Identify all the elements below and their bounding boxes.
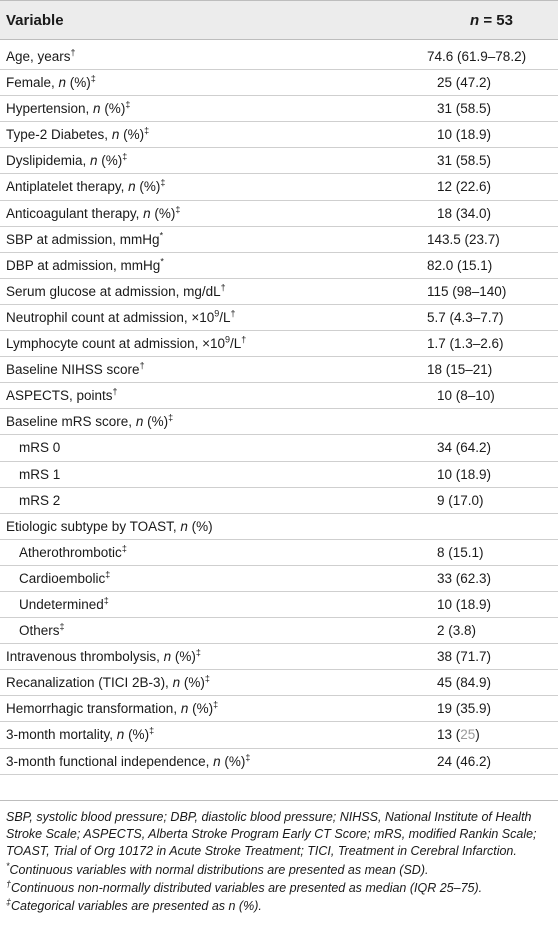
- table-row: [0, 435, 558, 461]
- row-label-pct: (%): [171, 649, 196, 665]
- row-label: [6, 336, 246, 351]
- row-label-mark: ‡: [213, 699, 219, 710]
- row-label: [19, 597, 109, 612]
- row-value: 19 (35.9): [437, 701, 492, 717]
- row-label-unit: /L: [230, 336, 242, 352]
- row-label-n: n: [213, 753, 221, 769]
- row-label-text: ASPECTS, points: [6, 388, 113, 404]
- header-variable: Variable: [6, 12, 64, 29]
- table-footnotes: [0, 800, 558, 916]
- row-label-text: DBP at admission, mmHg: [6, 257, 161, 273]
- row-label-mark: ‡: [103, 595, 109, 606]
- row-label-mark: †: [230, 308, 236, 319]
- row-label-text: Recanalization (TICI 2B-3),: [6, 675, 173, 691]
- table-row: [0, 462, 558, 488]
- row-label-pct: (%): [150, 205, 176, 221]
- row-label-pct: (%): [100, 101, 126, 117]
- row-value: 25 (47.2): [437, 75, 492, 91]
- footnote-dagger-text: Continuous non-normally distributed variables are presented as median (IQR 25–75).: [11, 880, 483, 895]
- table-row: [0, 331, 558, 357]
- table-row: [0, 566, 558, 592]
- table-row: [0, 722, 558, 748]
- row-label-mark: ‡: [149, 725, 155, 736]
- row-label: [6, 388, 118, 403]
- row-value: 9 (17.0): [437, 492, 484, 508]
- row-label-mark: †: [241, 334, 247, 345]
- row-value: 10 (8–10): [437, 388, 495, 404]
- row-label-text: Others: [19, 623, 60, 639]
- row-label: [6, 519, 213, 534]
- row-label-text: Etiologic subtype by TOAST,: [6, 518, 181, 534]
- row-label-pct: (%): [135, 179, 161, 195]
- table-row: [0, 201, 558, 227]
- row-label-n: n: [93, 101, 101, 117]
- table-row: [0, 488, 558, 514]
- table-row: [0, 122, 558, 148]
- row-label-pct: (%): [124, 727, 150, 743]
- row-label-mark: ‡: [121, 543, 127, 554]
- row-label: [6, 127, 149, 142]
- row-label-mark: *: [159, 230, 164, 241]
- row-label-n: n: [135, 414, 144, 430]
- header-n: [470, 12, 513, 29]
- row-label: [6, 754, 250, 769]
- header-n-symbol: n: [470, 12, 480, 29]
- row-label-mark: ‡: [175, 204, 181, 215]
- row-value: 82.0 (15.1): [427, 257, 493, 273]
- row-label-mark: ‡: [90, 73, 96, 84]
- table-row: [0, 44, 558, 70]
- table-row: [0, 253, 558, 279]
- row-label-n: n: [172, 675, 181, 691]
- row-label-text: Neutrophil count at admission, ×10: [6, 309, 215, 325]
- table-row: [0, 383, 558, 409]
- row-value: 10 (18.9): [437, 127, 492, 143]
- row-label-pct: (%): [220, 753, 246, 769]
- row-value: 115 (98–140): [427, 283, 507, 299]
- row-label-text: Baseline NIHSS score: [6, 362, 140, 378]
- footnote-double-dagger: [6, 898, 552, 915]
- row-label-mark: ‡: [144, 125, 150, 136]
- row-value: 5.7 (4.3–7.7): [427, 309, 504, 325]
- table-row: [0, 670, 558, 696]
- row-label: [6, 258, 164, 273]
- row-label-n: n: [180, 701, 189, 717]
- row-label: [6, 414, 173, 429]
- footnote-star-mark: *: [6, 860, 10, 871]
- table-body: [0, 44, 558, 775]
- footnote-double-dagger-text: Categorical variables are presented as n (%).: [11, 899, 262, 914]
- row-label-pct: (%): [180, 675, 205, 691]
- row-label: [19, 467, 60, 482]
- row-label-mark: ‡: [245, 752, 251, 763]
- row-value: 31 (58.5): [437, 153, 492, 169]
- table-row: [0, 409, 558, 435]
- row-label-mark: ‡: [125, 99, 131, 110]
- table-row: [0, 749, 558, 775]
- row-label-text: Age, years: [6, 49, 71, 64]
- row-value: 2 (3.8): [437, 623, 477, 639]
- row-label-n: n: [116, 727, 125, 743]
- table-row: [0, 227, 558, 253]
- row-label-n: n: [180, 518, 188, 534]
- row-value: 18 (34.0): [437, 205, 492, 221]
- row-value: 12 (22.6): [437, 179, 492, 195]
- row-label: [6, 701, 218, 716]
- row-label: [6, 153, 127, 168]
- row-label-text: Antiplatelet therapy,: [6, 179, 129, 195]
- row-label-text: mRS 0: [19, 440, 61, 456]
- row-label-text: mRS 2: [19, 492, 61, 508]
- table-row: [0, 70, 558, 96]
- row-value: 10 (18.9): [437, 596, 492, 612]
- row-label-unit: /L: [219, 309, 231, 325]
- row-value: 1.7 (1.3–2.6): [427, 336, 504, 352]
- row-label: [19, 545, 127, 560]
- row-label: [6, 101, 130, 116]
- row-label: [6, 179, 165, 194]
- header-n-value: = 53: [479, 12, 513, 29]
- row-label-mark: ‡: [168, 412, 174, 423]
- row-label-exponent: 9: [214, 308, 220, 319]
- row-label-n: n: [143, 205, 151, 221]
- row-label-n: n: [163, 649, 172, 665]
- row-label-pct: (%): [188, 701, 214, 717]
- row-value: 8 (15.1): [437, 544, 484, 560]
- row-value: 143.5 (23.7): [427, 231, 500, 247]
- row-label-text: Hemorrhagic transformation,: [6, 701, 181, 717]
- row-label-mark: *: [160, 256, 164, 267]
- row-label: [19, 571, 110, 586]
- row-label-mark: ‡: [195, 647, 201, 658]
- row-label-mark: ‡: [122, 151, 128, 162]
- row-label-text: mRS 1: [19, 466, 61, 482]
- row-label: [19, 493, 60, 508]
- row-label-text: Female,: [6, 75, 59, 91]
- row-label-mark: ‡: [105, 569, 111, 580]
- row-label-mark: ‡: [160, 177, 166, 188]
- row-label: [6, 206, 180, 221]
- row-label: [6, 362, 145, 377]
- row-label-text: Baseline mRS score,: [6, 414, 136, 430]
- row-value: 18 (15–21): [427, 362, 493, 378]
- row-label-n: n: [111, 127, 120, 143]
- row-label-text: Anticoagulant therapy,: [6, 205, 144, 221]
- row-label: [6, 284, 226, 299]
- row-label: [6, 75, 96, 90]
- row-label-text: SBP at admission, mmHg: [6, 231, 160, 247]
- footnote-abbreviations: SBP, systolic blood pressure; DBP, diastolic blood pressure; NIHSS, National Institute of Health Stroke Scale; ASPECTS, Alberta Stroke Program Early CT Score; mRS, modified Rankin Scale; TOAST, Trial of Org 10172 in Acute Stroke Treatment; TICI, Treatment in Cerebral Infarction.: [6, 810, 537, 859]
- row-value-part: 13 (: [437, 727, 461, 743]
- row-label: [6, 649, 201, 664]
- row-value: 34 (64.2): [437, 440, 492, 456]
- row-label-text: 3-month functional independence,: [6, 753, 214, 769]
- row-label: [6, 232, 163, 247]
- row-value: 24 (46.2): [437, 753, 492, 769]
- row-value: 38 (71.7): [437, 649, 492, 665]
- row-label-exponent: 9: [225, 334, 231, 345]
- row-label-text: Atherothrombotic: [19, 544, 122, 560]
- table-row: [0, 96, 558, 122]
- row-label-mark: ‡: [204, 673, 210, 684]
- row-label-text: 3-month mortality,: [6, 727, 117, 743]
- row-label-n: n: [128, 179, 136, 195]
- footnote-dagger-mark: †: [6, 878, 12, 889]
- row-label-n: n: [90, 153, 98, 169]
- table-header: [0, 0, 558, 40]
- row-label-text: Serum glucose at admission, mg/dL: [6, 283, 221, 299]
- row-label: [6, 675, 210, 690]
- row-label-text: Type-2 Diabetes,: [6, 127, 112, 143]
- row-label: [19, 440, 60, 455]
- row-value: [437, 727, 480, 742]
- row-label-pct: (%): [119, 127, 145, 143]
- row-label-pct: (%): [143, 414, 169, 430]
- row-label: [19, 623, 65, 638]
- table-row: [0, 305, 558, 331]
- row-label-n: n: [58, 75, 67, 91]
- table-row: [0, 357, 558, 383]
- row-label: [6, 727, 154, 742]
- row-label-pct: (%): [66, 75, 91, 91]
- footnote-star-text: Continuous variables with normal distributions are presented as mean (SD).: [9, 862, 429, 877]
- row-label-text: Undetermined: [19, 596, 104, 612]
- row-value: 10 (18.9): [437, 466, 492, 482]
- row-label-text: Cardioembolic: [19, 570, 106, 586]
- row-value: 45 (84.9): [437, 675, 492, 691]
- table-row: [0, 148, 558, 174]
- table-row: [0, 592, 558, 618]
- row-label-mark: †: [112, 386, 118, 397]
- table-row: [0, 279, 558, 305]
- row-label: [6, 310, 236, 325]
- table-row: [0, 644, 558, 670]
- row-label-text: Dyslipidemia,: [6, 153, 91, 169]
- row-value: 31 (58.5): [437, 101, 492, 117]
- table-row: [0, 514, 558, 540]
- row-label-pct: (%): [187, 518, 213, 534]
- row-label-text: Intravenous thrombolysis,: [6, 649, 164, 665]
- row-label-pct: (%): [97, 153, 123, 169]
- table-row: [0, 618, 558, 644]
- footnote-double-dagger-mark: ‡: [6, 896, 12, 907]
- row-label-mark: †: [70, 47, 76, 58]
- table-row: [0, 540, 558, 566]
- row-label-mark: †: [220, 282, 226, 293]
- footnote-dagger: [6, 880, 552, 897]
- row-label-mark: ‡: [59, 621, 65, 632]
- row-label-mark: †: [139, 360, 145, 371]
- row-label-text: Lymphocyte count at admission, ×10: [6, 336, 225, 352]
- row-value: 33 (62.3): [437, 570, 492, 586]
- row-label: [6, 49, 76, 64]
- row-value-part: ): [475, 727, 480, 743]
- table-row: [0, 696, 558, 722]
- row-value: 74.6 (61.9–78.2): [427, 49, 527, 64]
- footnote-star: [6, 862, 552, 879]
- table-row: [0, 174, 558, 200]
- row-value-part: 25: [460, 727, 476, 743]
- row-label-text: Hypertension,: [6, 101, 94, 117]
